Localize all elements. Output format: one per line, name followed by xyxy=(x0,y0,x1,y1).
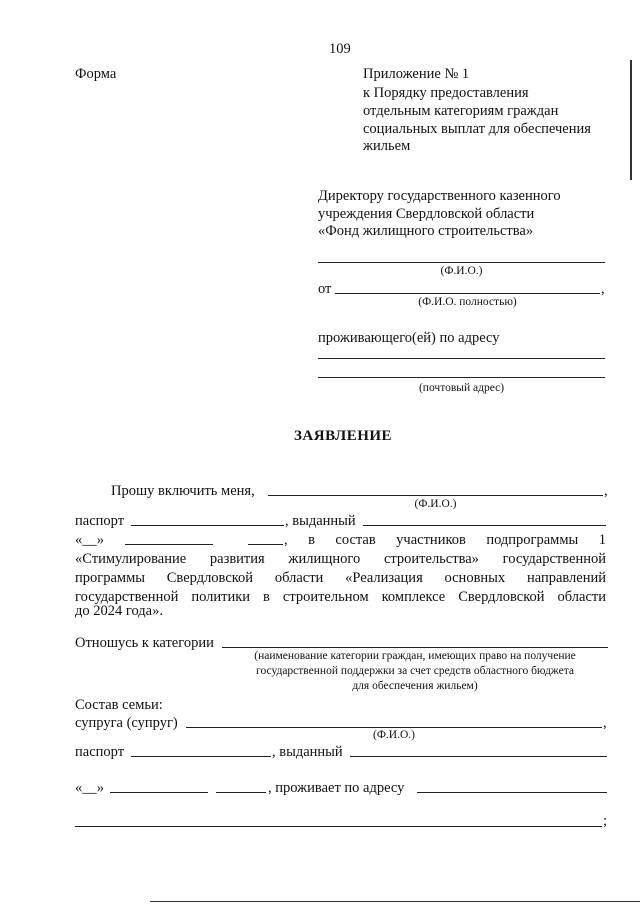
category-caption-line: государственной поддержки за счет средств областного бюджета xyxy=(256,665,574,677)
appendix-line: отдельным категориям граждан xyxy=(363,103,559,119)
appendix-line: Приложение № 1 xyxy=(363,66,470,82)
appendix-line: социальных выплат для обеспечения xyxy=(363,121,591,137)
spouse-issued-label: , выданный xyxy=(272,744,343,760)
passport-field-line[interactable] xyxy=(131,525,284,526)
spouse-passport-field-line[interactable] xyxy=(131,756,271,757)
residing-label: проживающего(ей) по адресу xyxy=(318,330,500,346)
composition-line: в состав участников подпрограммы 1 xyxy=(308,532,607,548)
program-line: государственной политики в строительном комплексе Свердловской области xyxy=(75,589,606,605)
spouse-issued-field-line[interactable] xyxy=(350,756,607,757)
category-caption-line: (наименование категории граждан, имеющих право на получение xyxy=(254,650,576,662)
spouse-address-field-line-2[interactable] xyxy=(75,826,602,827)
program-line: программы Свердловской области «Реализация основных направлений xyxy=(75,570,606,586)
category-field-line[interactable] xyxy=(222,647,608,648)
postal-caption: (почтовый адрес) xyxy=(418,382,505,394)
request-fio-field-line[interactable] xyxy=(268,495,603,496)
category-label: Отношусь к категории xyxy=(75,635,214,651)
spouse-date-month-line[interactable] xyxy=(110,792,208,793)
composition-text xyxy=(284,531,606,550)
family-label: Состав семьи: xyxy=(75,697,163,713)
scan-edge-right xyxy=(630,60,632,180)
appendix-line: к Порядку предоставления xyxy=(363,85,529,101)
fio-caption: (Ф.И.О.) xyxy=(440,265,483,277)
document-title: ЗАЯВЛЕНИЕ xyxy=(294,428,393,444)
spouse-date-year-line[interactable] xyxy=(216,792,266,793)
spouse-address-field-line[interactable] xyxy=(417,792,607,793)
page-number: 109 xyxy=(329,41,351,57)
issued-field-line[interactable] xyxy=(363,525,606,526)
scan-edge-bottom xyxy=(150,901,640,902)
date-quote: «__» xyxy=(75,532,104,548)
date-month-line[interactable] xyxy=(125,544,213,545)
form-label: Форма xyxy=(75,66,117,82)
resides-label: , проживает по адресу xyxy=(268,780,405,796)
spouse-label: супруга (супруг) xyxy=(75,715,178,731)
address-field-line-2[interactable] xyxy=(318,377,605,378)
address-field-line-1[interactable] xyxy=(318,358,605,359)
request-label: Прошу включить меня, xyxy=(111,483,255,499)
spouse-fio-caption: (Ф.И.О.) xyxy=(373,729,415,741)
fio-full-caption: (Ф.И.О. полностью) xyxy=(418,296,517,308)
address-semicolon: ; xyxy=(603,813,608,829)
issued-label: , выданный xyxy=(285,513,356,529)
appendix-line: жильем xyxy=(363,138,411,154)
fio-field-line[interactable] xyxy=(318,262,605,263)
date-year-line[interactable] xyxy=(248,544,283,545)
spouse-comma: , xyxy=(603,715,607,731)
addressee-line: Директору государственного казенного xyxy=(318,188,561,204)
passport-label: паспорт xyxy=(75,513,125,529)
spouse-passport-label: паспорт xyxy=(75,744,125,760)
from-label: от xyxy=(318,281,332,297)
request-comma: , xyxy=(604,483,608,499)
category-caption-line: для обеспечения жильем) xyxy=(352,680,478,692)
spouse-date-quote: «__» xyxy=(75,780,104,796)
program-line: «Стимулирование развития жилищного строительства» государственной xyxy=(75,551,606,567)
from-comma: , xyxy=(601,281,605,297)
composition-comma: , xyxy=(284,532,288,548)
program-end: до 2024 года». xyxy=(75,603,163,619)
from-fio-field-line[interactable] xyxy=(335,293,600,294)
addressee-line: «Фонд жилищного строительства» xyxy=(318,223,534,239)
request-fio-caption: (Ф.И.О.) xyxy=(414,498,457,510)
addressee-line: учреждения Свердловской области xyxy=(318,206,535,222)
